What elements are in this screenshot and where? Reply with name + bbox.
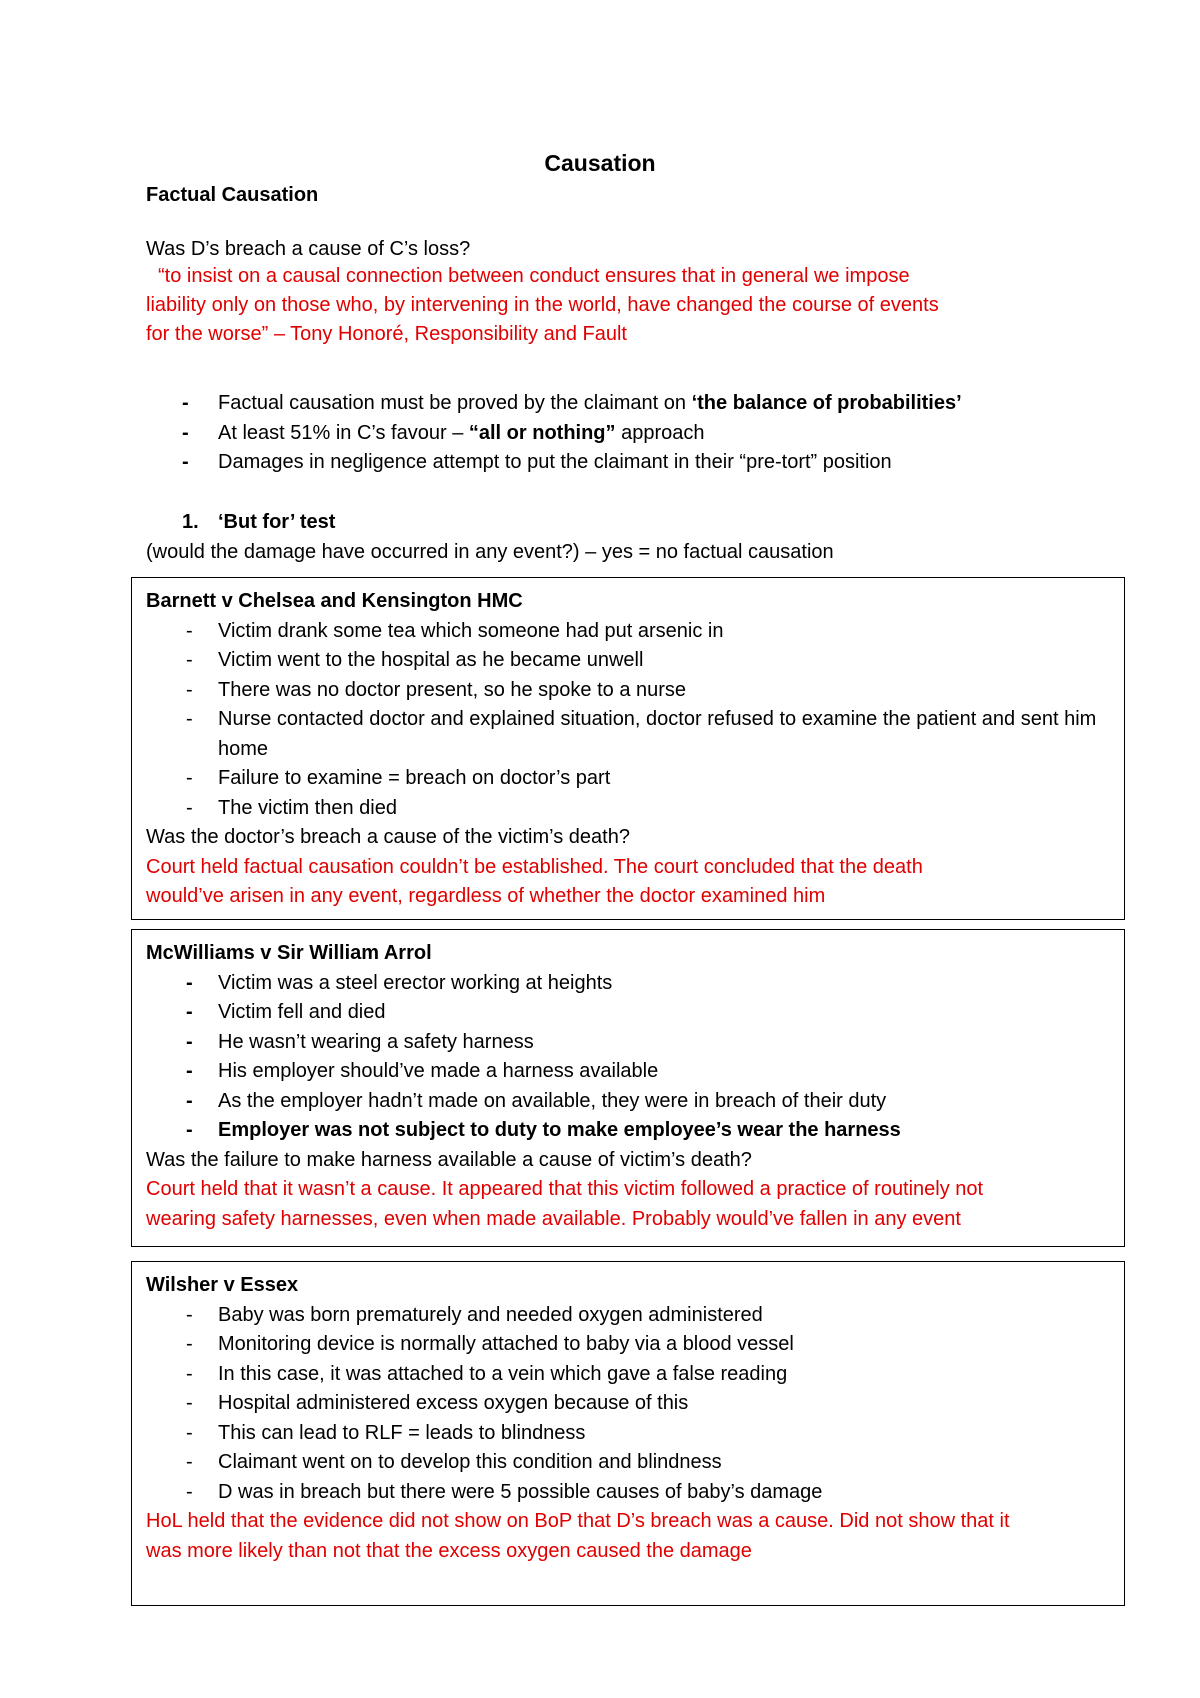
holding-line: would’ve arisen in any event, regardless of whether the doctor examined him (146, 885, 826, 907)
holding-line: Court held that it wasn’t a cause. It appeared that this victim followed a practice of routinely not (146, 1178, 984, 1200)
case-box-barnett (131, 577, 1125, 920)
quote-line: liability only on those who, by intervening in the world, have changed the course of events (146, 294, 939, 316)
test-number: 1. (182, 511, 199, 533)
page-title: Causation (544, 150, 656, 176)
test-heading (146, 508, 1200, 537)
list-item: - Factual causation must be proved by the claimant on ‘the balance of probabilities’ (146, 389, 962, 419)
list-item: - Damages in negligence attempt to put the claimant in their “pre-tort” position (146, 448, 962, 478)
holding-line: Court held factual causation couldn’t be established. The court concluded that the death (146, 855, 923, 878)
case-title: Wilsher v Essex (146, 1274, 299, 1296)
case-holding (146, 1175, 1110, 1234)
case-title: Barnett v Chelsea and Kensington HMC (146, 590, 523, 612)
case-box-wilsher (131, 1261, 1125, 1606)
case-facts (146, 1301, 1110, 1508)
list-item: - Nurse contacted doctor and explained situation, doctor refused to examine the patient and sent him home (146, 705, 1110, 764)
list-item: - This can lead to RLF = leads to blindness (146, 1419, 1110, 1449)
list-item: - His employer should’ve made a harness available (146, 1057, 1110, 1087)
list-item: - Failure to examine = breach on doctor’s part (146, 764, 1110, 794)
list-item: - Monitoring device is normally attached to baby via a blood vessel (146, 1330, 1110, 1360)
list-item: - Victim went to the hospital as he became unwell (146, 646, 1110, 676)
list-item: - Victim was a steel erector working at heights (146, 969, 1110, 999)
case-holding (146, 1507, 1110, 1566)
case-question: Was the doctor’s breach a cause of the victim’s death? (146, 826, 630, 848)
test-description: (would the damage have occurred in any event?) – yes = no factual causation (146, 541, 834, 563)
quote-line: “to insist on a causal connection between conduct ensures that in general we impose (158, 265, 910, 287)
case-facts (146, 617, 1110, 824)
quote-line: for the worse” – Tony Honoré, Responsibility and Fault (146, 323, 627, 345)
case-facts (146, 969, 1110, 1146)
list-item: - In this case, it was attached to a vein which gave a false reading (146, 1360, 1110, 1390)
list-item: - Claimant went on to develop this condition and blindness (146, 1448, 1110, 1478)
list-item: - There was no doctor present, so he spoke to a nurse (146, 676, 1110, 706)
list-item: - Employer was not subject to duty to make employee’s wear the harness (146, 1116, 1110, 1146)
list-item: - Victim drank some tea which someone had put arsenic in (146, 617, 1110, 647)
main-question: Was D’s breach a cause of C’s loss? (146, 238, 471, 260)
list-item: - Victim fell and died (146, 998, 1110, 1028)
list-item: - He wasn’t wearing a safety harness (146, 1028, 1110, 1058)
principles-list (146, 389, 962, 478)
list-item: - At least 51% in C’s favour – “all or nothing” approach (146, 419, 962, 449)
list-item: - D was in breach but there were 5 possible causes of baby’s damage (146, 1478, 1110, 1508)
case-box-mcwilliams (131, 929, 1125, 1247)
honore-quote (146, 262, 1066, 349)
list-item: - The victim then died (146, 794, 1110, 824)
section-heading: Factual Causation (146, 184, 319, 206)
holding-line: wearing safety harnesses, even when made available. Probably would’ve fallen in any event (146, 1207, 961, 1230)
list-item: - As the employer hadn’t made on available, they were in breach of their duty (146, 1087, 1110, 1117)
case-holding (146, 853, 1110, 912)
case-question: Was the failure to make harness available a cause of victim’s death? (146, 1148, 752, 1171)
list-item: - Baby was born prematurely and needed oxygen administered (146, 1301, 1110, 1331)
holding-line: HoL held that the evidence did not show on BoP that D’s breach was a cause. Did not show that it (146, 1510, 1010, 1532)
case-title: McWilliams v Sir William Arrol (146, 942, 432, 964)
list-item: - Hospital administered excess oxygen because of this (146, 1389, 1110, 1419)
test-name: ‘But for’ test (218, 511, 336, 533)
holding-line: was more likely than not that the excess oxygen caused the damage (146, 1539, 752, 1562)
